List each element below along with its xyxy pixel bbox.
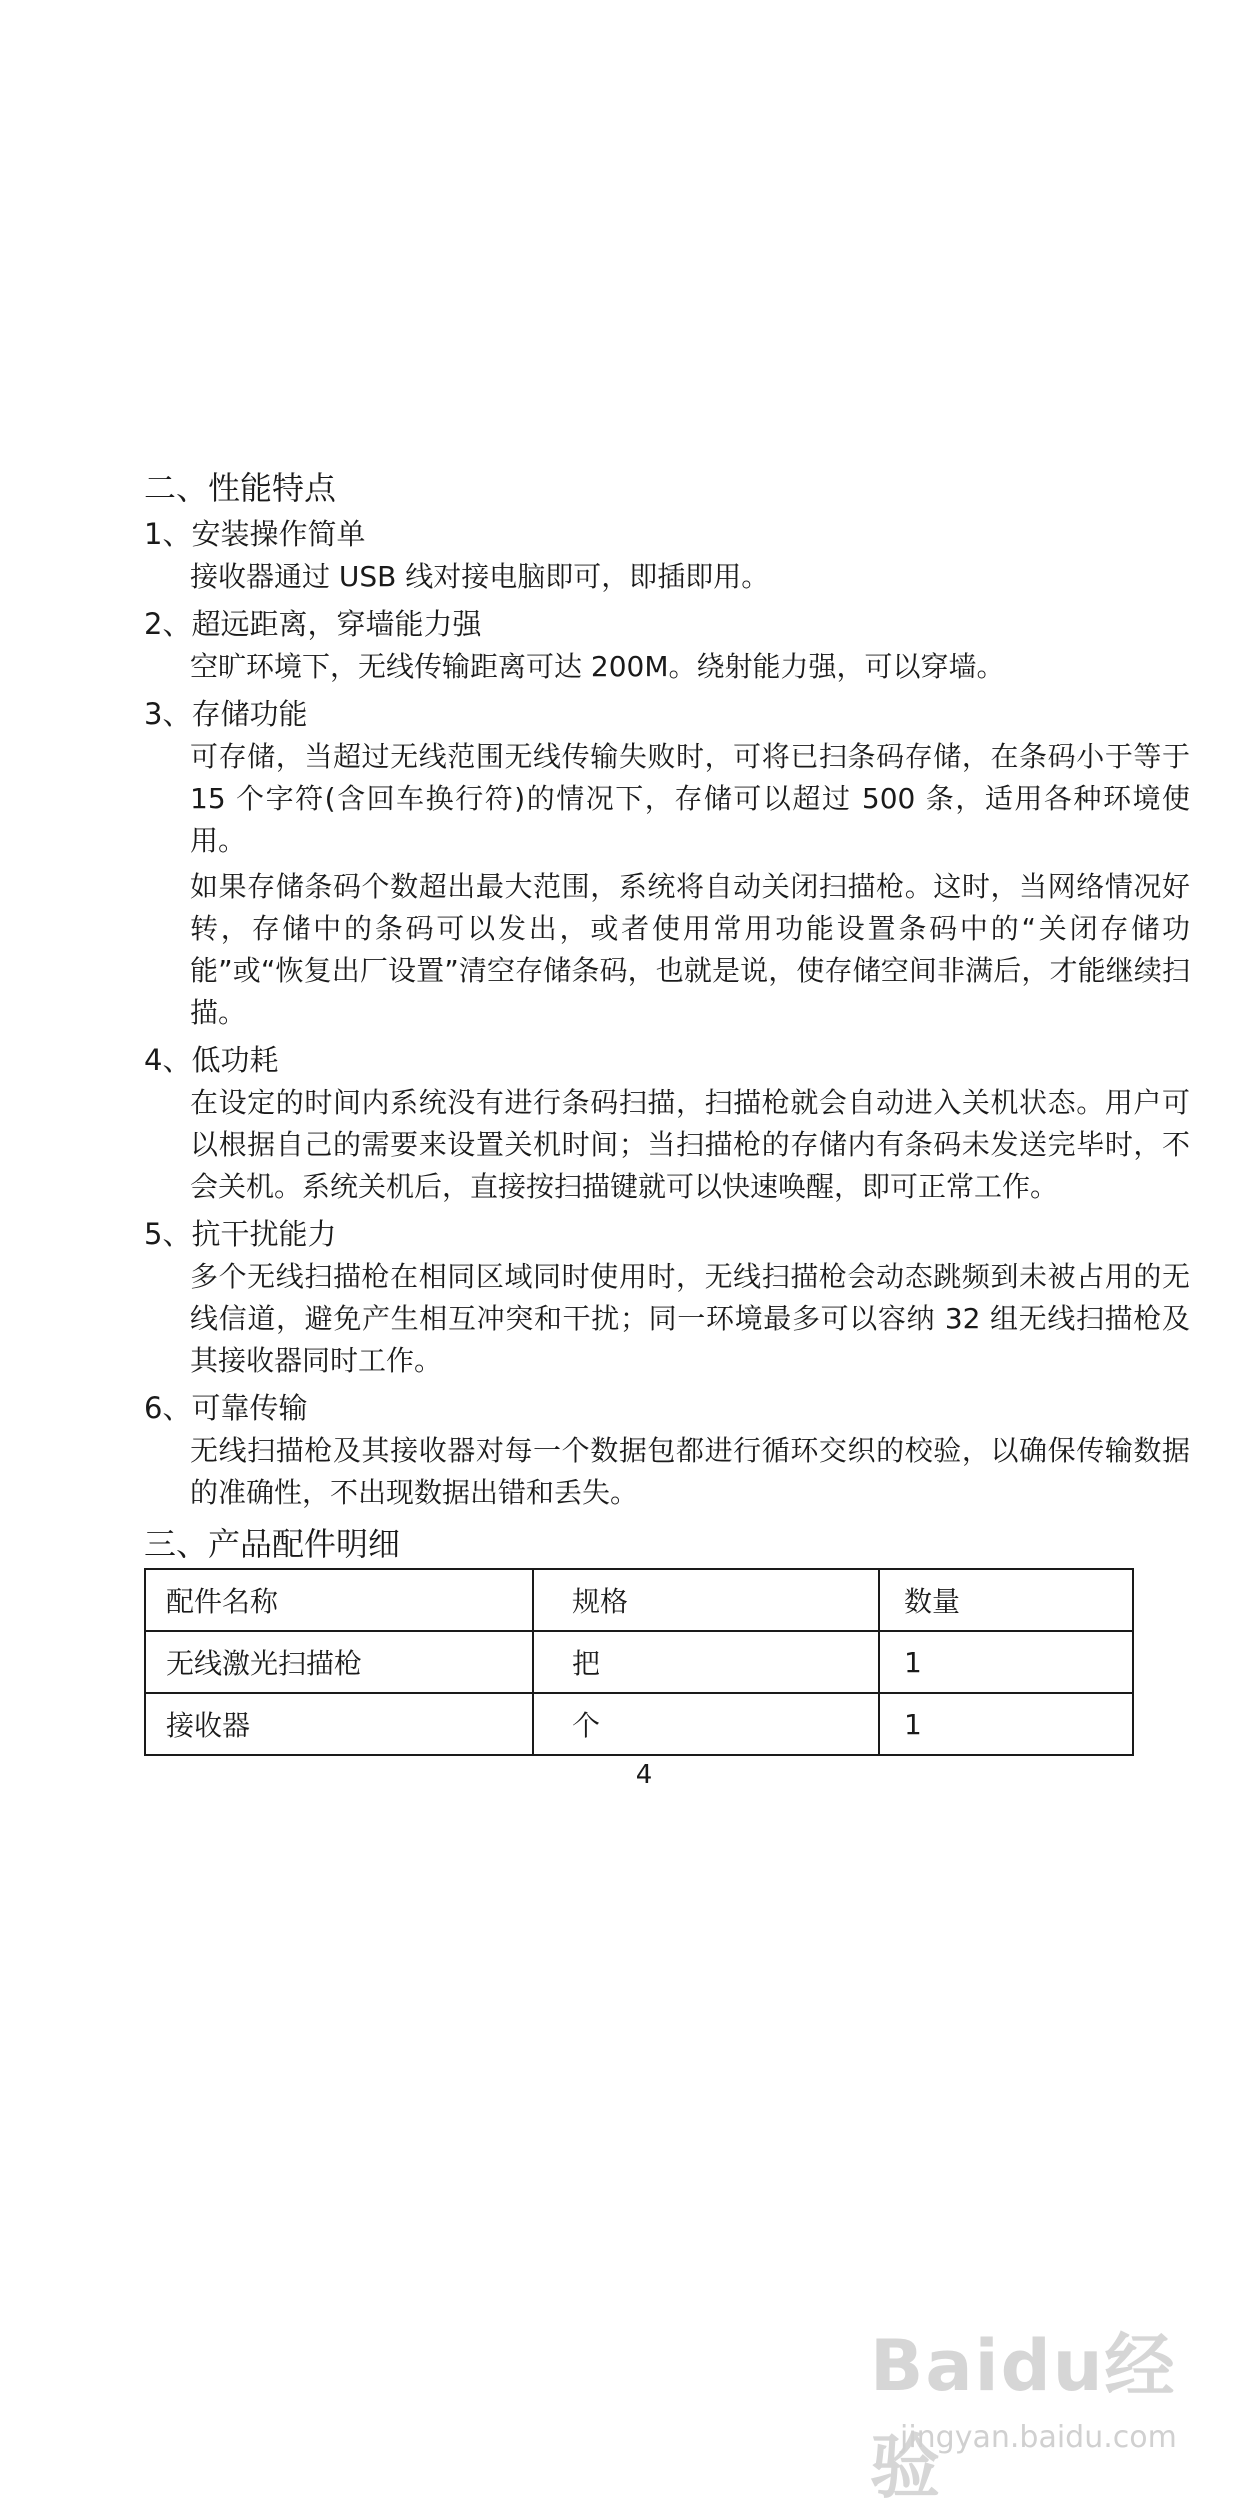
feature-paragraph: 在设定的时间内系统没有进行条码扫描，扫描枪就会自动进入关机状态。用户可以根据自己的需要来设置关机时间；当扫描枪的存储内有条码未发送完毕时，不会关机。系统关机后，直接按扫描键就可以快速唤醒，即可正常工作。 xyxy=(190,1086,1190,1203)
feature-item xyxy=(144,604,1144,688)
watermark-url: jingyan.baidu.com xyxy=(900,2420,1177,2455)
parts-table xyxy=(144,1568,1134,1756)
table-cell: 1 xyxy=(879,1631,1133,1693)
table-cell: 把 xyxy=(533,1631,879,1693)
feature-paragraph: 可存储，当超过无线范围无线传输失败时，可将已扫条码存储，在条码小于等于 15 个字符(含回车换行符)的情况下，存储可以超过 500 条，适用各种环境使用。 xyxy=(190,740,1190,857)
feature-item xyxy=(144,1388,1190,1514)
feature-item xyxy=(144,1040,1190,1208)
feature-paragraph: 多个无线扫描枪在相同区域同时使用时，无线扫描枪会动态跳频到未被占用的无线信道，避免产生相互冲突和干扰；同一环境最多可以容纳 32 组无线扫描枪及其接收器同时工作。 xyxy=(190,1260,1190,1377)
table-row xyxy=(145,1631,1133,1693)
feature-title: 3、存储功能 xyxy=(144,697,308,731)
feature-title: 1、安装操作简单 xyxy=(144,517,366,551)
feature-paragraph: 无线扫描枪及其接收器对每一个数据包都进行循环交织的校验，以确保传输数据的准确性，不出现数据出错和丢失。 xyxy=(190,1434,1190,1509)
feature-title: 4、低功耗 xyxy=(144,1043,279,1077)
page-number: 4 xyxy=(635,1760,653,1790)
feature-item xyxy=(144,694,1190,1034)
feature-item xyxy=(144,1214,1190,1382)
feature-item xyxy=(144,514,1144,598)
table-header-cell: 规格 xyxy=(533,1569,879,1631)
table-cell: 1 xyxy=(879,1693,1133,1755)
baidu-watermark xyxy=(870,2310,1190,2508)
feature-paragraph: 空旷环境下，无线传输距离可达 200M。绕射能力强，可以穿墙。 xyxy=(190,650,1005,683)
table-cell: 接收器 xyxy=(145,1693,533,1755)
table-header-cell: 配件名称 xyxy=(145,1569,533,1631)
table-header-cell: 数量 xyxy=(879,1569,1133,1631)
section-heading-features: 二、性能特点 xyxy=(144,469,337,507)
feature-title: 5、抗干扰能力 xyxy=(144,1217,337,1251)
table-cell: 无线激光扫描枪 xyxy=(145,1631,533,1693)
table-header-row xyxy=(145,1569,1133,1631)
feature-title: 2、超远距离，穿墙能力强 xyxy=(144,607,482,641)
feature-title: 6、可靠传输 xyxy=(144,1391,308,1425)
feature-paragraph: 如果存储条码个数超出最大范围，系统将自动关闭扫描枪。这时，当网络情况好转，存储中的条码可以发出，或者使用常用功能设置条码中的“关闭存储功能”或“恢复出厂设置”清空存储条码，也就是说，使存储空间非满后，才能继续扫描。 xyxy=(190,870,1190,1029)
section-heading-parts: 三、产品配件明细 xyxy=(144,1525,401,1563)
feature-paragraph: 接收器通过 USB 线对接电脑即可，即插即用。 xyxy=(190,560,770,593)
table-row xyxy=(145,1693,1133,1755)
table-cell: 个 xyxy=(533,1693,879,1755)
document-body xyxy=(144,458,1190,1790)
watermark-logo: Baidu经验 xyxy=(870,2325,1177,2508)
